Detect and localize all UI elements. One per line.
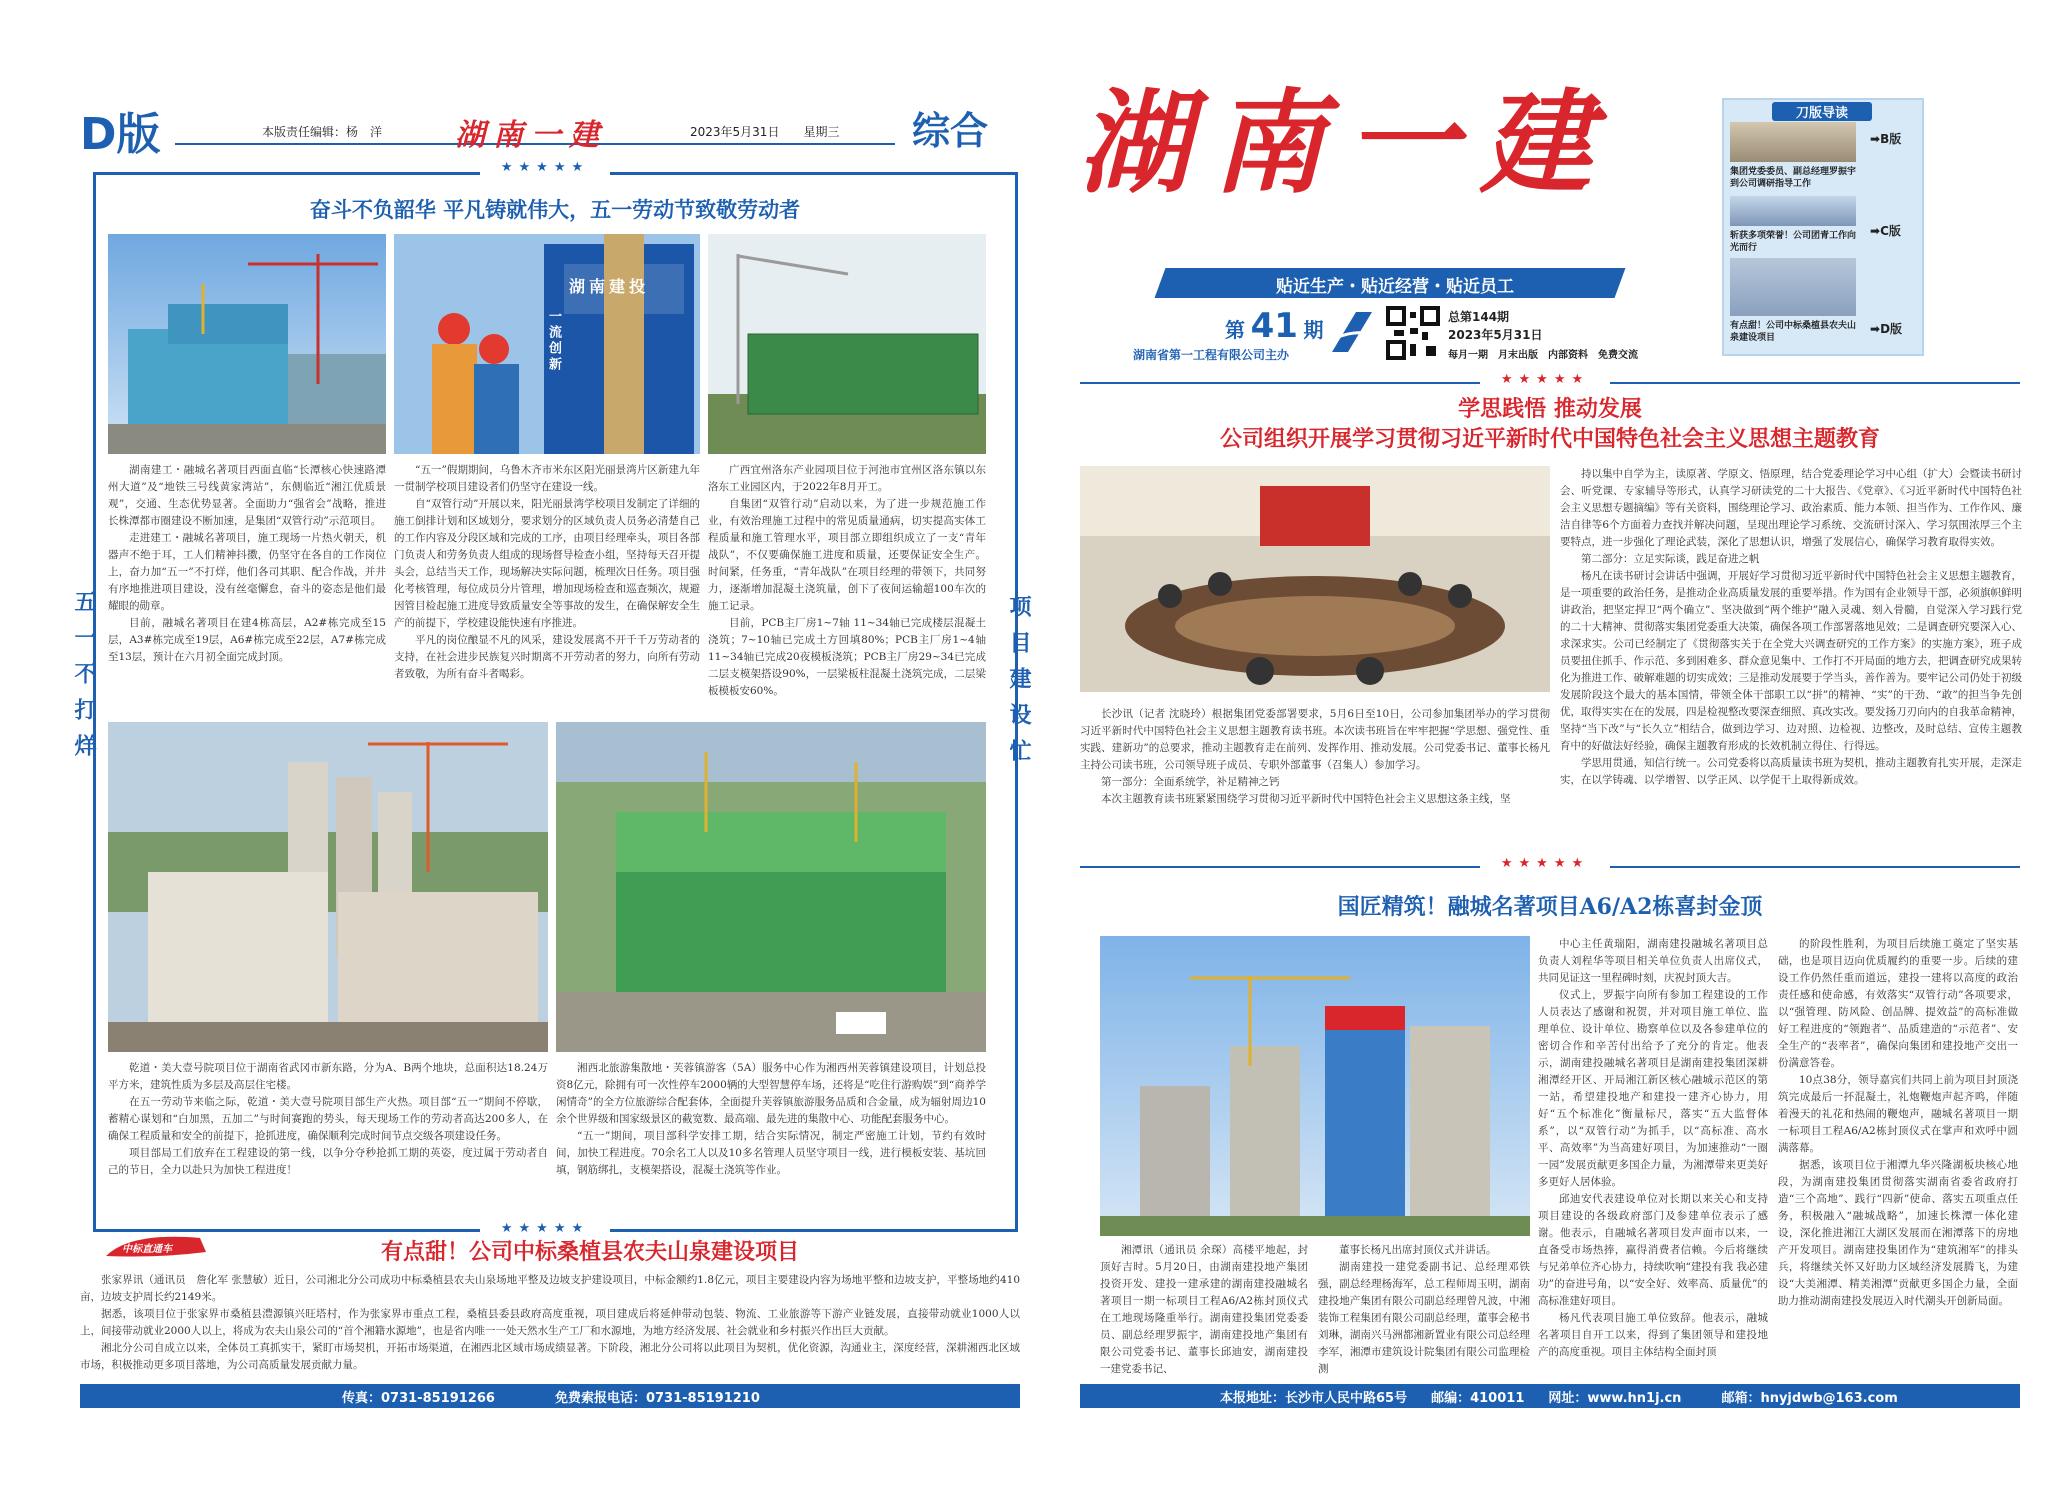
paragraph: 邱迪安代表建设单位对长期以来关心和支持项目建设的各级政府部门及参建单位表示了感谢。他表示，自融城名著项目发声面市以来，一直备受市场热捧，赢得消费者信赖。今后将继续与兄弟单位齐心协力，持续吹响“建投有我 我必建功”的奋进号角，以“安全好、效率高、质量优”的高标准建好项目。 <box>1538 1193 1768 1307</box>
paragraph: 项目部局工们放弃在工程建设的第一线，以争分夺秒抢抓工期的英姿，度过属于劳动者自己的节日，全力以赴只为加快工程进度！ <box>108 1147 548 1176</box>
article-col-1 <box>108 462 386 718</box>
lead-title-1: 学思践悟 推动发展 <box>1458 396 1642 422</box>
guide-item-3[interactable] <box>1730 258 1920 348</box>
paragraph: 据悉，该项目位于张家界市桑植县澧源镇兴旺塔村，作为张家界市重点工程，桑植县委县政府高度重视，项目建成后将延伸带动包装、物流、工业旅游等下游产业链发展，直接带动就业1000人以上，间接带动就业2000人以上，将成为农夫山泉公司的“首个湘籍水源地”，也是省内唯一一处天然水生产工厂和水源地，为地方经济发展、社会就业和乡村振兴作出巨大贡献。 <box>80 1308 1020 1337</box>
company-logo-icon <box>1328 308 1376 356</box>
paragraph: 目前，PCB主厂房1~7轴 11~34轴已完成楼层混凝土浇筑；7~10轴已完成土方回填80%；PCB主厂房1~4轴11~34轴已完成20夜模板浇筑；PCB主厂房29~34已完成二层支模架搭设90%，一层梁板柱混凝土浇筑完成，二层梁板模板安60%。 <box>708 617 986 697</box>
top-stars: ★★★★★ <box>480 160 610 175</box>
guide-title: 刀版导读 <box>1772 102 1872 121</box>
guide-page-label: D版 <box>1880 322 1903 336</box>
paragraph: 持以集中自学为主，读原著、学原文、悟原理，结合党委理论学习中心组（扩大）会暨读书研讨会、听党课、专家辅导等形式，认真学习研读党的二十大报告、《党章》、《习近平新时代中国特色社会主义思想专题摘编》等有关资料，围绕理论学习、政治素质、能力本领、担当作为、工作作风、廉洁自律等6个方面着力查找并解决问题，呈现出理论学习系统、交流研讨深入、学习氛围浓厚三个主要特点，进一步强化了理论武装，深化了思想认识，增强了发展信心，确保学习教育取得实效。 <box>1560 468 2022 548</box>
issue-date: 2023年5月31日 <box>1448 328 1543 342</box>
paragraph: 在五一劳动节来临之际，乾道・美大壹号院项目部生产火热。项目部“五一”期间不停歇，蓄精心谋划和“白加黑，五加二”与时间赛跑的势头，每天现场工作的劳动者高达200多人，在确保工程质量和安全的前提下，抢抓进度，确保顺利完成时间节点交级各项建设任务。 <box>108 1096 548 1142</box>
lead-col-1 <box>1080 706 1550 836</box>
issue-no: 41 <box>1250 306 1298 346</box>
paragraph: 杨凡在读书研讨会讲话中强调，开展好学习贯彻习近平新时代中国特色社会主义思想主题教育，是一项重要的政治任务，是推动企业高质量发展的重要举措。作为国有企业领导干部，必须旗帜鲜明讲政治，把坚定捍卫“两个确立”、坚决做到“两个维护”融入灵魂、刻入骨髓，自觉深入学习践行党的二十大精神、贯彻落实集团党委重大决策，确保各项工作部署落地见效；二是调查研究要深入心、求深求实。公司已经制定了《贯彻落实关于在全党大兴调查研究的工作方案》的实施方案》，班子成员要扭住抓手、作示范、多到困难多、群众意见集中、工作打不开局面的地方去，把调查研究成果转化为推进工作、破解难题的切实成效；三是推动发展要于学当头，善作善为。要牢记公司仍处于初级发展阶段这个最大的基本国情，带领全体干部职工以“拼”的精神、“实”的干劲、“敢”的担当争先创优，取得实实在在的发展，四是检视整改要深查细照、真改实改。要发扬刀刃向内的自我革命精神，坚持“当下改”与“长久立”相结合，做到边学习、边对照、边检视、边整改，及时总结、宣传主题教育中的好做法好经验，确保主题教育形成的长效机制立得住、行得远。 <box>1560 570 2022 752</box>
issue-prefix: 第 <box>1225 318 1245 342</box>
paragraph: 杨凡代表项目施工单位致辞。他表示，融城名著项目自开工以来，得到了集团领导和建投地产的高度重视。项目主体结构全面封顶 <box>1538 1312 1768 1358</box>
second-title: 国匠精筑！融城名著项目A6/A2栋喜封金顶 <box>1337 894 1763 920</box>
right-footer <box>1080 1384 2020 1408</box>
edition-label: D版 <box>80 109 161 160</box>
bid-badge-text: 中标直通车 <box>122 1244 172 1255</box>
photo-crane-scaffold <box>708 234 986 454</box>
second-col-3 <box>1538 936 1768 1376</box>
total-issue: 总第144期 <box>1448 310 1510 324</box>
company-logo <box>1328 308 1376 356</box>
side-label-left: 五一不打烊 <box>71 590 96 770</box>
second-col-2 <box>1318 1242 1530 1374</box>
slogan: 贴近生产・贴近经营・贴近员工 <box>1276 277 1514 297</box>
photo-sign-text-2: 一流创新 <box>546 309 561 373</box>
article-col-4 <box>108 1060 548 1215</box>
paragraph: 仪式上，罗振宇向所有参加工程建设的工作人员表达了感谢和祝贺，并对项目施工单位、监理单位、设计单位、勘察单位以及各参建单位的密切合作和辛苦付出给予了充分的肯定。他表示，湖南建投融城名著项目是湖南建投集团深耕湘潭经开区、开局湘江新区核心融城示范区的第一站，希望建投地产和建投一建齐心协力，用好“五个标准化”衡量标尺，落实“五大监督体系”，以“双管行动”为抓手，以“高标准、高水平、高效率”为当高建好项目，为加速推动“一圈一园”发展贡献更多国企力量，为湘潭带来更美好多更好人居体验。 <box>1538 989 1768 1188</box>
qr-code <box>1386 306 1440 360</box>
second-col-1 <box>1100 1242 1308 1374</box>
paragraph: 自集团“双管行动”启动以来，为了进一步规范施工作业，有效治理施工过程中的常见质量通病，切实提高实体工程质量和施工管理水平，项目部立即组织成立了一支“青年战队”，不仅要确保施工进度和质量，还要保证安全生产。时间紧，任务重，“青年战队”在项目经理的带领下，共同努力，逐渐增加混凝土浇筑量，创下了夜间运输超100车次的施工记录。 <box>708 498 986 612</box>
guide-item-page <box>1870 320 1902 337</box>
photo-workers-helmets <box>394 234 700 454</box>
paragraph: 第一部分：全面系统学，补足精神之钙 <box>1101 776 1280 788</box>
bid-badge <box>100 1228 212 1262</box>
lead-stars: ★★★★★ <box>1480 372 1610 387</box>
paragraph: 本次主题教育读书班紧紧围绕学习贯彻习近平新时代中国特色社会主义思想这条主线，坚 <box>1101 793 1511 805</box>
footer-free-phone: 免费索报电话：0731-85191210 <box>554 1390 760 1406</box>
qr-code-icon <box>1386 306 1440 360</box>
bottom-article-text <box>80 1272 1020 1378</box>
feature-title: 奋斗不负韶华 平凡铸就伟大，五一劳动节致敬劳动者 <box>309 197 801 222</box>
right-page <box>1030 0 2064 1497</box>
article-col-3 <box>708 462 986 718</box>
guide-item-page <box>1870 222 1901 239</box>
sponsor: 湖南省第一工程有限公司主办 <box>1133 348 1290 362</box>
paragraph: 第二部分：立足实际谈，践足奋进之帆 <box>1581 553 1760 565</box>
photo-aerial-site <box>556 722 986 1052</box>
paragraph: 湘北分公司自成立以来，全体员工真抓实干，紧盯市场契机，开拓市场渠道，在湘西北区域市场成绩显著。下阶段，湘北分公司将以此项目为契机，优化资源，沟通业主，深度经营，深耕湘西北区域市场，积极推动更多项目落地，为公司高质量发展贡献力量。 <box>80 1342 1020 1371</box>
photo-meeting-room <box>1080 466 1550 692</box>
second-col-4 <box>1778 936 2018 1376</box>
header-date: 2023年5月31日 星期三 <box>690 125 840 139</box>
footer-address: 本报地址：长沙市人民中路65号 <box>1220 1390 1408 1406</box>
paragraph: 目前，融城名著项目在建4栋高层，A2#栋完成至15层，A3#栋完成至19层，A6#栋完成至22层，A7#栋完成至13层，预计在六月初全面完成封顶。 <box>108 617 386 663</box>
paragraph: 湘潭讯（通讯员 余琛）高楼平地起，封顶好吉时。5月20日，由湖南建投地产集团投资开发、建投一建承建的湖南建投融城名著项目一期一标项目工程A6/A2栋封顶仪式在工地现场隆重举行。湖南建投集团党委委员、副总经理罗振宇，湖南建投地产集团有限公司党委书记、董事长邱迪安，湖南建投一建党委书记、 <box>1100 1244 1308 1374</box>
arrow-right-icon: ➡ <box>1870 322 1881 336</box>
photo-sign-text: 湖南建投 <box>569 277 650 296</box>
left-footer <box>80 1384 1020 1408</box>
paragraph: 湖南建工・融城名著项目西面直临“长潭核心快速路潭州大道”及“地铁三号线黄家湾站”，东侧临近“湘江优质景观”，交通、生态优势显著。全面助力“强省会”战略，推进长株潭都市圈建设不断加速，是集团“双管行动”示范项目。 <box>108 464 386 527</box>
second-stars: ★★★★★ <box>1480 856 1610 871</box>
footer-email[interactable]: 邮箱：hnyjdwb@163.com <box>1721 1390 1898 1406</box>
paragraph: 10点38分，领导嘉宾们共同上前为项目封顶浇筑完成最后一抔混凝土，礼炮鞭炮声起齐鸣，伴随着漫天的礼花和热闹的鞭炮声，融城名著项目一期一标项目工程A6/A2栋封顶仪式在掌声和欢呼中圆满落幕。 <box>1778 1074 2018 1154</box>
paragraph: 学思用贯通，知信行统一。公司党委将以高质量读书班为契机，推动主题教育扎实开展，走深走实，在以学铸魂、以学增智、以学正风、以学促干上取得新成效。 <box>1560 757 2022 786</box>
paragraph: 湘西北旅游集散地・芙蓉镇游客（5A）服务中心作为湘西州芙蓉镇建设项目，计划总投资8亿元，除拥有可一次性停车2000辆的大型智慧停车场，还将是“吃住行游购娱”到“商养学闲情奇”的全方位旅游综合配套体，全面提升芙蓉镇旅游服务品质和合金量，成为辐射周边10余个世界级和国家级景区的截宽数、最高端、最先进的集散中心、功能配套服务中心。 <box>556 1062 986 1125</box>
paragraph: 自“双管行动”开展以来，阳光丽景湾学校项目发制定了详细的施工倒排计划和区域划分，要求划分的区域负责人员务必清楚自己的工作内容及分段区域和完成的工序，由项目经理牵头，项目各部门负责人和劳务负责人组成的现场督导检查小组，坚持每天召开提头会，总结当天工作，现场解决实际问题，梳理次日任务。项目强化考核管理，每位成员分片管理，增加现场检查和巡查频次，规避因管目检起施工进度导致质量安全等事故的发生，在确保解安全生产的前提下，学校建设能快速有序推进。 <box>394 498 700 629</box>
guide-item-text: 有点甜！公司中标桑植县农夫山泉建设项目 <box>1730 321 1857 343</box>
left-page <box>0 0 1030 1497</box>
paragraph: 据悉，该项目位于湘潭九华兴隆湖板块核心地段，为湖南建投集团贯彻落实湖南省委省政府打造“三个高地”、践行“四新”使命、落实五项重点任务，积极融入“融城战略”，加速长株潭一体化建设，深化推进湘江大湖区发展而在湘潭落下的房地产开发项目。湖南建投集团作为“建筑湘军”的排头兵，将继续关怀又好助力区域经济发展腾飞，为建设“大美湘潭、精美湘潭”贡献更多国企力量，全面助力推动湖南建投发展迈入时代潮头开创新局面。 <box>1778 1159 2018 1307</box>
paragraph: 平凡的岗位酿显不凡的风采，建设发展离不开千千万劳动者的支持，在社会进步民族复兴时期离不开劳动者的努力，向所有劳动者致敬，为所有奋斗者喝彩。 <box>394 634 700 680</box>
editor-label: 本版责任编辑：杨 洋 <box>262 125 383 139</box>
guide-item-page <box>1870 130 1901 147</box>
guide-item-2[interactable] <box>1730 196 1920 258</box>
photo-construction-site-1 <box>108 234 386 454</box>
side-label-right: 项目建设忙 <box>1006 595 1031 775</box>
guide-thumb-3 <box>1730 258 1856 316</box>
guide-item-text: 斩获多项荣誉！公司团青工作向光而行 <box>1730 231 1857 253</box>
paragraph: 乾道・美大壹号院项目位于湖南省武冈市新东路，分为A、B两个地块，总面积达18.24万平方米，建筑性质为多层及高层住宅楼。 <box>108 1062 548 1091</box>
guide-thumb-2 <box>1730 196 1856 226</box>
paragraph: 张家界讯（通讯员 詹化军 张慧敏）近日，公司湘北分公司成功中标桑植县农夫山泉场地平整及边坡支护建设项目，中标金额约1.8亿元，项目主要建设内容为场地平整和边坡支护，平整场地约410亩，边坡支护周长约2149米。 <box>80 1274 1020 1303</box>
issue-suffix: 期 <box>1303 318 1324 342</box>
article-col-5 <box>556 1060 986 1215</box>
paragraph: 广西宜州洛东产业园项目位于河池市宜州区洛东镇以东洛东工业园区内，于2022年8月开工。 <box>708 464 986 493</box>
paragraph: 董事长杨凡出席封顶仪式并讲话。 <box>1339 1244 1497 1256</box>
paragraph: 湖南建投一建党委副书记、总经理邓铁强，副总经理杨海军，总工程师周玉明，湖南建投地产集团有限公司副总经理曾凡波，中湘装饰工程集团有限公司副总经理，董事会秘书刘琳，湖南兴马洲都湘新置业有限公司总经理李军，湘潭市建筑设计院集团有限公司监理检测 <box>1318 1261 1530 1374</box>
article-col-2 <box>394 462 700 718</box>
paragraph: 长沙讯（记者 沈晓玲）根据集团党委部署要求，5月6日至10日，公司参加集团举办的学习贯彻习近平新时代中国特色社会主义思想主题教育读书班。本次读书班旨在牢牢把握“学思想、强党性、重实践、建新功”的总要求，推动主题教育走在前列、发挥作用、推动发展。公司党委书记、董事长杨凡主持公司读书班，公司领导班子成员、专职外部董事（召集人）参加学习。 <box>1080 708 1550 771</box>
guide-item-1[interactable] <box>1730 122 1920 194</box>
arrow-right-icon: ➡ <box>1870 224 1881 238</box>
footer-fax: 传真：0731-85191266 <box>342 1390 495 1406</box>
bottom-stars: ★★★★★ <box>480 1221 610 1236</box>
photo-residential-towers <box>108 722 548 1052</box>
guide-item-text: 集团党委委员、副总经理罗振宇到公司调研指导工作 <box>1730 167 1857 189</box>
issue-info: 每月一期 月末出版 内部资料 免费交流 <box>1448 350 1638 361</box>
photo-capped-towers <box>1100 936 1530 1236</box>
arrow-right-icon: ➡ <box>1870 132 1881 146</box>
footer-zip: 邮编：410011 <box>1431 1390 1525 1406</box>
bottom-article-title: 有点甜！公司中标桑植县农夫山泉建设项目 <box>380 1239 799 1265</box>
paragraph: “五一”期间，项目部科学安排工期，结合实际情况，制定严密施工计划，节约有效时间，加快工程进度。70余名工人以及10多名管理人员坚守项目一线，进行模板安装、基坑回填，钢筋绑扎，支模架搭设，混凝土浇筑等作业。 <box>556 1130 986 1176</box>
lead-title-2: 公司组织开展学习贯彻习近平新时代中国特色社会主义思想主题教育 <box>1219 426 1880 452</box>
footer-website[interactable]: 网址：www.hn1j.cn <box>1548 1390 1682 1406</box>
guide-thumb-1 <box>1730 122 1856 162</box>
lead-col-2 <box>1560 466 2022 838</box>
issue-number <box>1225 306 1323 346</box>
masthead: 湖南一建 <box>1078 78 1614 209</box>
guide-page-label: C版 <box>1880 224 1901 238</box>
guide-page-label: B版 <box>1880 132 1902 146</box>
paragraph: “五一”假期期间，乌鲁木齐市米东区阳光丽景湾片区新建九年一贯制学校项目建设者们仍坚守在建设一线。 <box>394 464 700 493</box>
paragraph: 走进建工・融城名著项目，施工现场一片热火朝天，机器声不绝于耳，工人们精神抖擞，仍坚守在各自的工作岗位上，奋力加“五一”不打烊，他们各司其职、配合作战，并井有序地推进项目建设，没有丝毫懈怠，奋斗的姿态是他们最耀眼的勋章。 <box>108 532 386 612</box>
header-paper-name: 湖南一建 <box>455 118 607 153</box>
section-label: 综合 <box>912 109 989 153</box>
paragraph: 中心主任黄瑞阳，湖南建投融城名著项目总负责人刘程华等项目相关单位负责人出席仪式，共同见证这一里程碑时刻，庆祝封顶大吉。 <box>1538 938 1768 984</box>
paragraph: 的阶段性胜利，为项目后续施工奠定了坚实基础，也是项目迈向优质履约的重要一步。后续的建设工作仍然任重而道远，建投一建将以高度的政治责任感和使命感，有效落实“双管行动”各项要求，以“强管理、防风险、创品牌、提效益”的高标准做好工程进度的“领跑者”、品质建造的“示范者”、安全生产的“表率者”，确保向集团和建投地产交出一份满意答卷。 <box>1778 938 2018 1069</box>
